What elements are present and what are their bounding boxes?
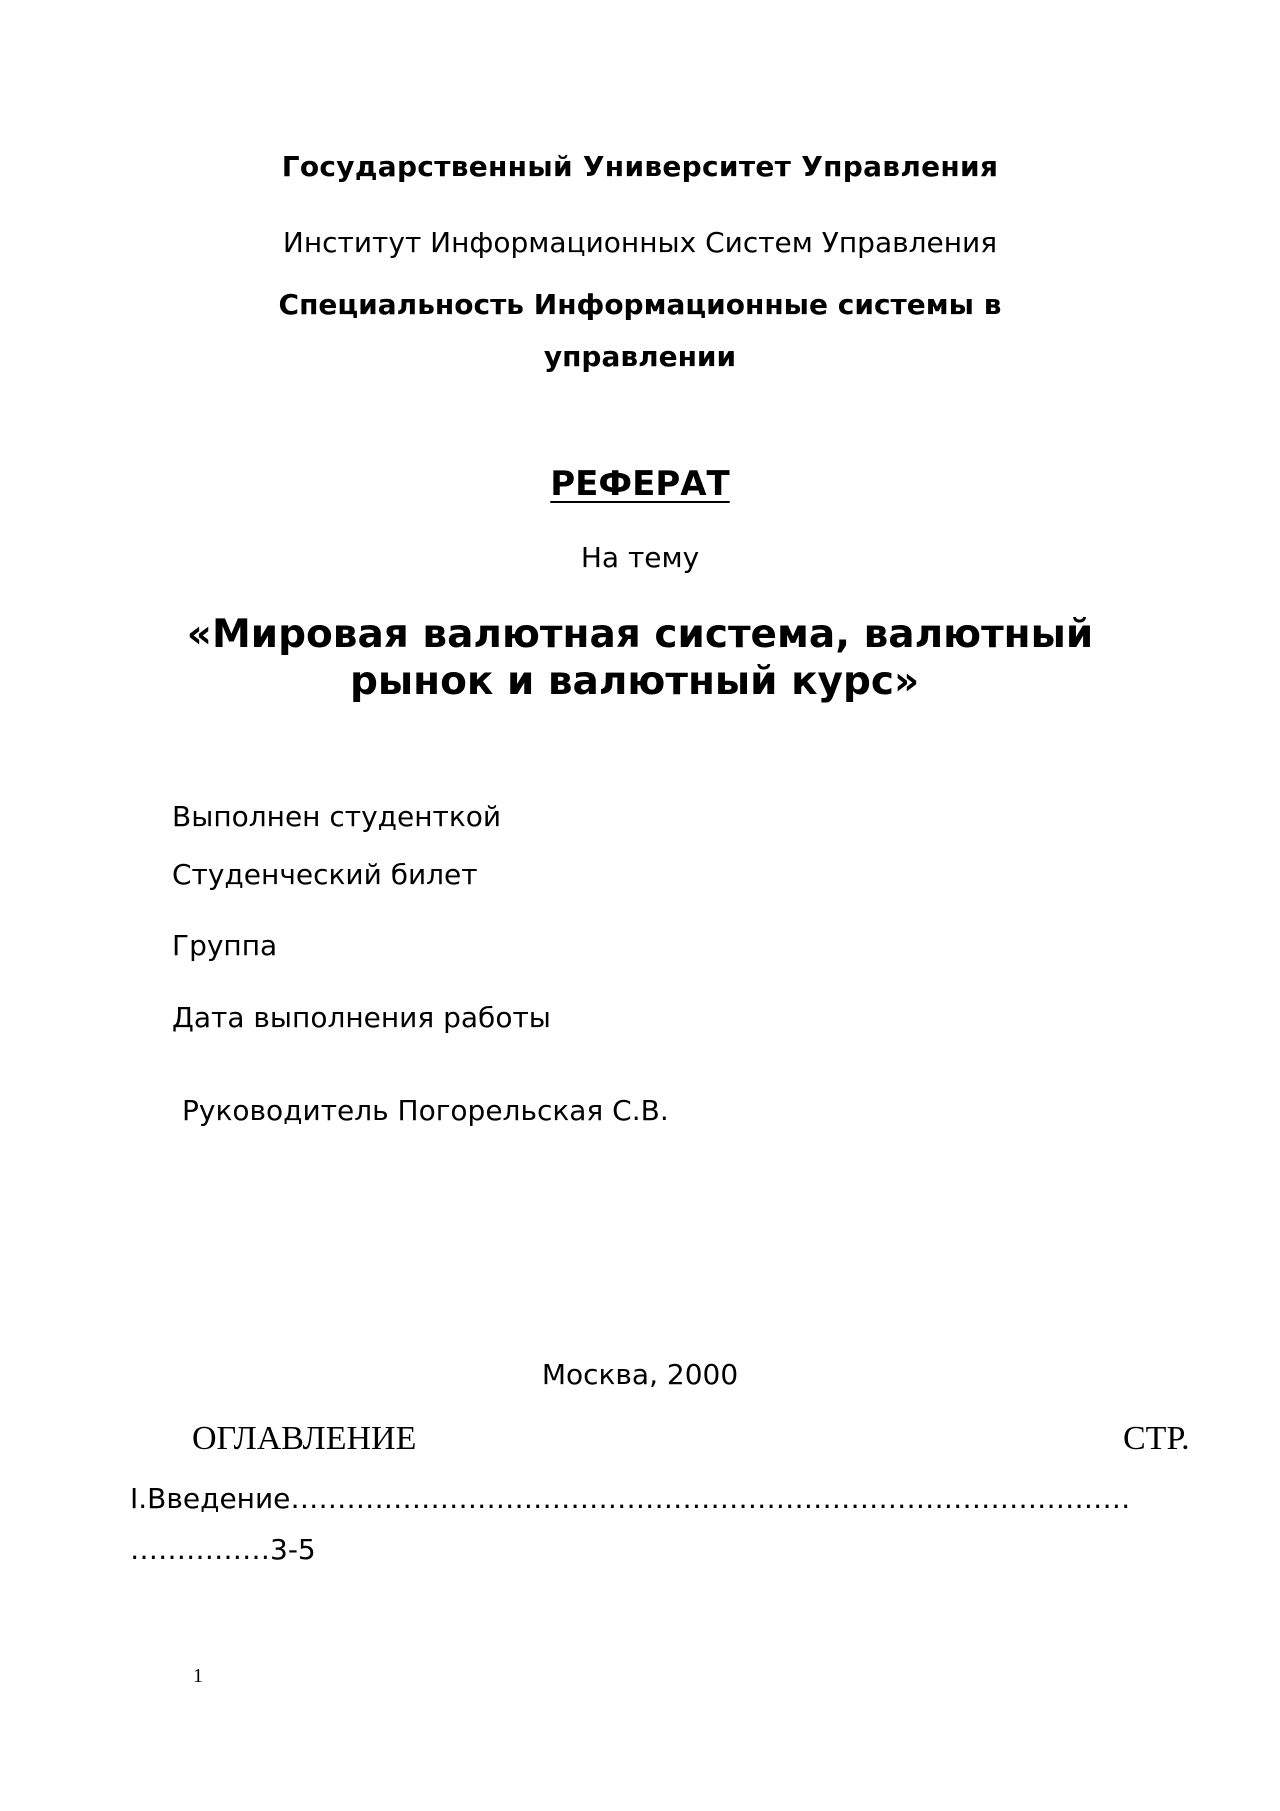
topic-title-line-2: рынок и валютный курс» (350, 659, 920, 704)
supervisor-field: Руководитель Погорельская С.В. (182, 1094, 669, 1127)
city-year: Москва, 2000 (541, 1358, 739, 1391)
student-ticket-field: Студенческий билет (172, 858, 478, 891)
specialty-line-2: управлении (543, 340, 737, 373)
document-type-heading (0, 464, 1280, 504)
student-field: Выполнен студенткой (172, 800, 502, 833)
toc-entry-line: I.Введение……………………………………………………………………………… (130, 1482, 1131, 1515)
completion-date-field: Дата выполнения работы (172, 1001, 551, 1034)
group-field: Группа (172, 929, 278, 962)
page-number: 1 (193, 1665, 203, 1687)
institute-name: Институт Информационных Систем Управления (282, 226, 998, 259)
topic-title-line-1: «Мировая валютная система, валютный (186, 612, 1094, 657)
document-type-label: РЕФЕРАТ (550, 464, 730, 504)
topic-intro: На тему (580, 541, 700, 574)
university-name: Государственный Университет Управления (281, 150, 999, 183)
toc-entry-line-continued: ……………3-5 (130, 1533, 316, 1566)
specialty-line-1: Специальность Информационные системы в (278, 288, 1002, 321)
toc-title: ОГЛАВЛЕНИЕ (192, 1420, 417, 1457)
toc-page-label: СТР. (1123, 1420, 1190, 1457)
